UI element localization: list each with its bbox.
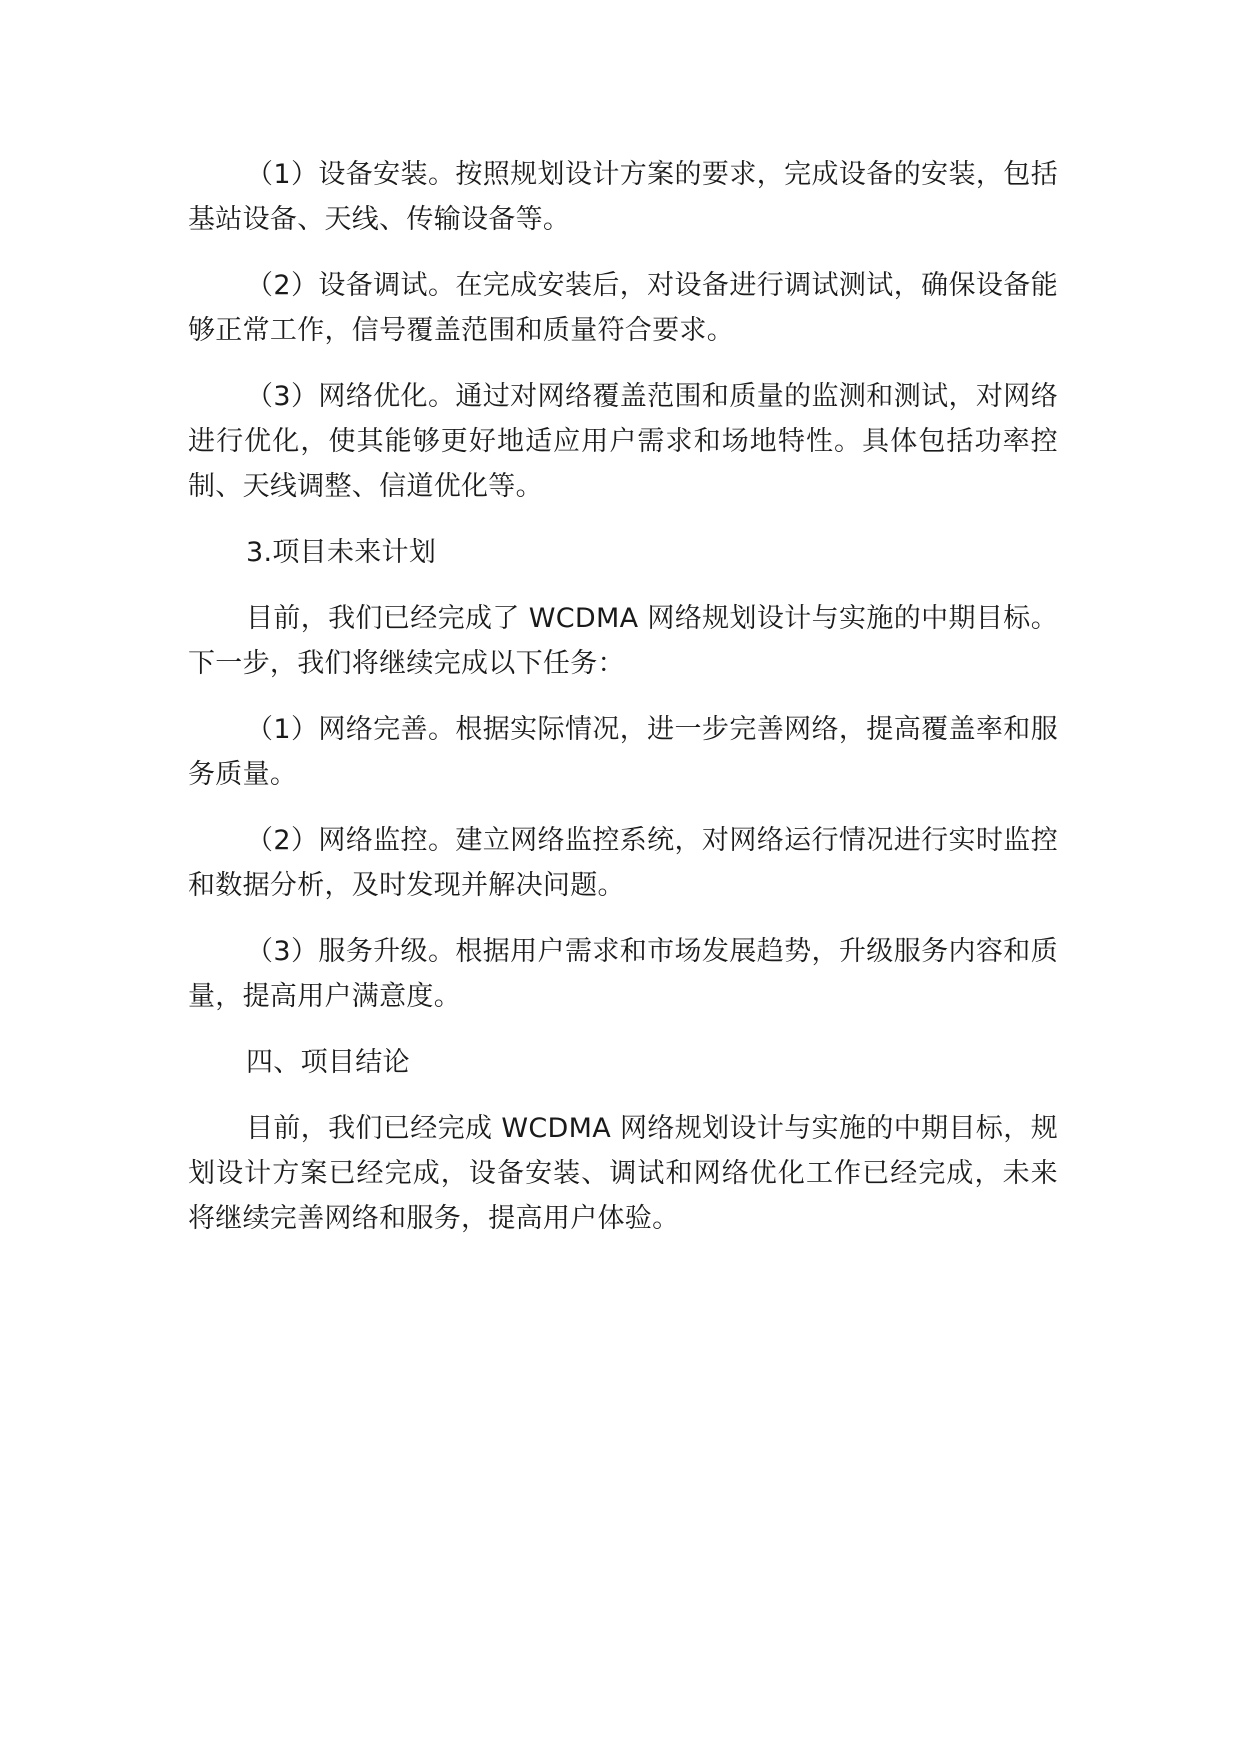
paragraph-equipment-debugging: （2）设备调试。在完成安装后，对设备进行调试测试，确保设备能够正常工作，信号覆盖范围和质量符合要求。 [188, 270, 1058, 346]
paragraph-network-monitoring: （2）网络监控。建立网络监控系统，对网络运行情况进行实时监控和数据分析，及时发现并解决问题。 [188, 825, 1058, 901]
paragraph-network-improvement: （1）网络完善。根据实际情况，进一步完善网络，提高覆盖率和服务质量。 [188, 714, 1058, 790]
paragraph-equipment-installation: （1）设备安装。按照规划设计方案的要求，完成设备的安装，包括基站设备、天线、传输设备等。 [188, 159, 1058, 235]
section-heading-conclusion: 四、项目结论 [246, 1047, 410, 1078]
paragraph-service-upgrade: （3）服务升级。根据用户需求和市场发展趋势，升级服务内容和质量，提高用户满意度。 [188, 936, 1058, 1012]
paragraph-future-plan-intro: 目前，我们已经完成了 WCDMA 网络规划设计与实施的中期目标。下一步，我们将继续完成以下任务： [188, 603, 1058, 679]
section-heading-future-plan: 3.项目未来计划 [246, 537, 437, 568]
paragraph-conclusion: 目前，我们已经完成 WCDMA 网络规划设计与实施的中期目标，规划设计方案已经完成，设备安装、调试和网络优化工作已经完成，未来将继续完善网络和服务，提高用户体验。 [188, 1113, 1058, 1234]
document-body [188, 152, 1058, 1262]
paragraph-network-optimization: （3）网络优化。通过对网络覆盖范围和质量的监测和测试，对网络进行优化，使其能够更好地适应用户需求和场地特性。具体包括功率控制、天线调整、信道优化等。 [188, 381, 1058, 502]
